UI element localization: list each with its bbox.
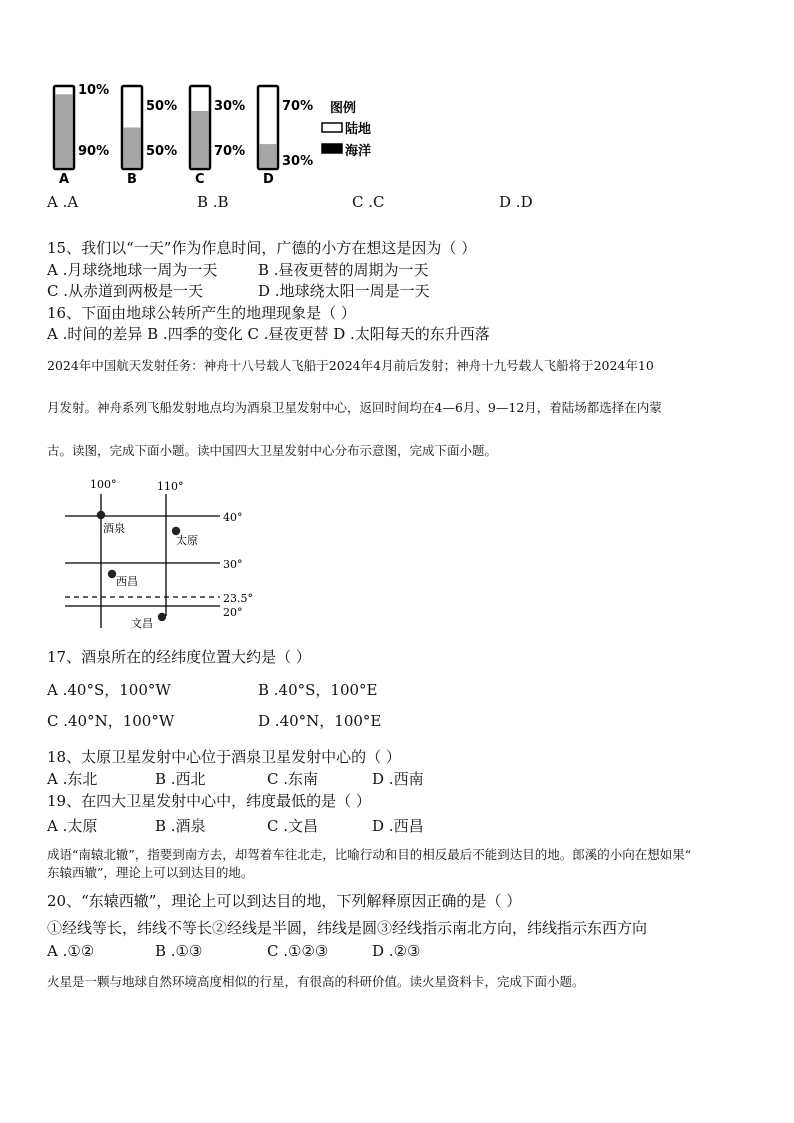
bar-a-bottom-label: 90% [78,144,110,159]
q18-option-a[interactable]: A .东北 [47,770,98,788]
passage2-line-2: 东辕西辙”，理论上可以到达目的地。 [47,865,254,880]
legend-land-swatch [322,123,342,132]
bar-a-letter: A [59,172,70,187]
q19-option-d[interactable]: D .西昌 [372,817,424,835]
lat-label-23-5: 23.5° [223,592,253,605]
passage1-line-1: 2024年中国航天发射任务：神舟十八号载人飞船于2024年4月前后发射；神舟十九号载人飞船将于2024年10 [47,358,654,373]
q19-option-c[interactable]: C .文昌 [267,817,319,835]
q17-option-a[interactable]: A .40°S，100°W [47,681,171,699]
q14-option-d[interactable]: D .D [499,193,533,211]
q17-option-b[interactable]: B .40°S，100°E [258,681,378,699]
q14-option-b[interactable]: B .B [197,193,229,211]
bar-c-ocean-fill [192,111,209,168]
lat-label-30: 30° [223,558,243,571]
q18-option-d[interactable]: D .西南 [372,770,424,788]
q14-option-a[interactable]: A .A [47,193,79,211]
bar-b-top-label: 50% [146,99,178,114]
bar-d-ocean-fill [260,144,277,167]
site-xichang-dot [108,570,116,578]
q17-stem: 17、酒泉所在的经纬度位置大约是（ ） [47,648,311,666]
q16-options[interactable]: A .时间的差异 B .四季的变化 C .昼夜更替 D .太阳每天的东升西落 [47,325,490,343]
q19-option-a[interactable]: A .太原 [47,817,98,835]
bar-c-letter: C [195,172,205,187]
q16-stem: 16、下面由地球公转所产生的地理现象是（ ） [47,304,356,322]
legend-ocean-label: 海洋 [345,144,372,159]
lon-label-100: 100° [90,478,117,491]
site-wenchang-dot [158,613,166,621]
q17-option-c[interactable]: C .40°N，100°W [47,712,175,730]
q20-stem: 20、“东辕西辙”，理论上可以到达目的地，下列解释原因正确的是（ ） [47,892,522,910]
q15-option-c[interactable]: C .从赤道到两极是一天 [47,282,204,300]
bar-d-top-label: 70% [282,99,314,114]
land-ocean-bar-figure [40,78,400,188]
q15-option-a[interactable]: A .月球绕地球一周为一天 [47,261,218,279]
q18-stem: 18、太原卫星发射中心位于酒泉卫星发射中心的（ ） [47,748,401,766]
q20-option-b[interactable]: B .①③ [155,942,203,960]
bar-a-ocean-fill [56,94,73,167]
q14-option-c[interactable]: C .C [352,193,385,211]
legend-title: 图例 [330,101,357,116]
bar-c-top-label: 30% [214,99,246,114]
q19-stem: 19、在四大卫星发射中心中，纬度最低的是（ ） [47,792,371,810]
bar-b-letter: B [127,172,137,187]
q20-option-d[interactable]: D .②③ [372,942,421,960]
bar-c-bottom-label: 70% [214,144,246,159]
q20-option-a[interactable]: A .①② [47,942,95,960]
bar-d-bottom-label: 30% [282,154,314,169]
q20-option-c[interactable]: C .①②③ [267,942,329,960]
passage1-line-3: 古。读图，完成下面小题。读中国四大卫星发射中心分布示意图，完成下面小题。 [47,443,498,458]
q19-option-b[interactable]: B .酒泉 [155,817,206,835]
site-xichang-label: 西昌 [116,575,138,588]
q15-option-b[interactable]: B .昼夜更替的周期为一天 [258,261,429,279]
launch-center-map [55,476,265,636]
bar-b-bottom-label: 50% [146,144,178,159]
lon-label-110: 110° [157,480,184,493]
q20-statements: ①经线等长，纬线不等长②经线是半圆，纬线是圆③经线指示南北方向，纬线指示东西方向 [47,919,648,937]
passage3: 火星是一颗与地球自然环境高度相似的行星，有很高的科研价值。读火星资料卡，完成下面小题。 [47,974,585,989]
bar-a-top-label: 10% [78,83,110,98]
q17-option-d[interactable]: D .40°N，100°E [258,712,382,730]
bar-b-ocean-fill [124,128,141,168]
q15-stem: 15、我们以“一天”作为作息时间，广德的小方在想这是因为（ ） [47,239,477,257]
lat-label-40: 40° [223,511,243,524]
site-wenchang-label: 文昌 [131,617,153,630]
legend-land-label: 陆地 [345,122,372,137]
lat-label-20: 20° [223,606,243,619]
bar-d-letter: D [263,172,274,187]
site-jiuquan-label: 酒泉 [103,522,125,535]
passage1-line-2: 月发射。神舟系列飞船发射地点均为酒泉卫星发射中心，返回时间均在4—6月、9—12月，着陆场都选择在内蒙 [47,400,662,415]
site-taiyuan-label: 太原 [176,534,198,547]
q15-option-d[interactable]: D .地球绕太阳一周是一天 [258,282,430,300]
q18-option-c[interactable]: C .东南 [267,770,319,788]
q18-option-b[interactable]: B .西北 [155,770,206,788]
site-jiuquan-dot [97,511,105,519]
legend-ocean-swatch [322,144,342,153]
passage2-line-1: 成语“南辕北辙”，指要到南方去，却驾着车往北走，比喻行动和目的相反最后不能到达目的地。郎溪的小向在想如果“ [47,847,692,862]
